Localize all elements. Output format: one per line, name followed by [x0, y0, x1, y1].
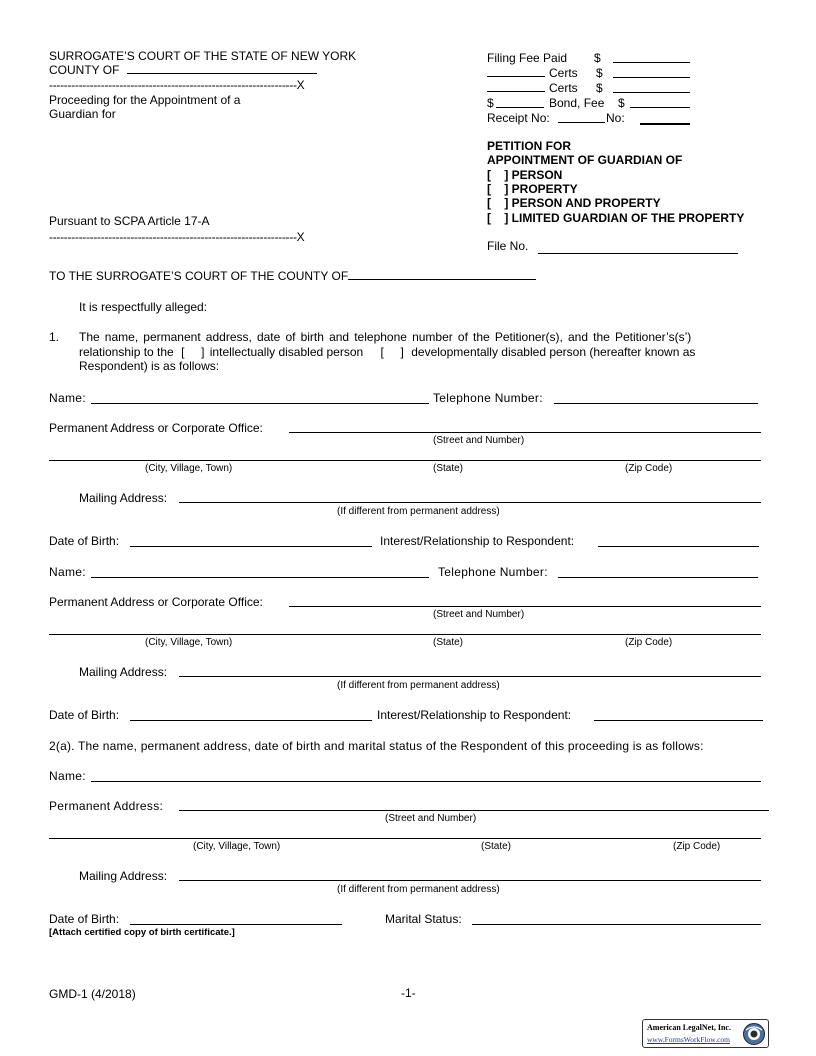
developmentally-disabled-checkbox[interactable]: [ ]: [380, 345, 404, 359]
petitioner1-name-field[interactable]: [91, 403, 429, 404]
petitioner2-dob-label: Date of Birth:: [49, 708, 120, 722]
petitioner2-telephone-field[interactable]: [558, 577, 758, 578]
petitioner1-interest-label: Interest/Relationship to Respondent:: [380, 534, 575, 548]
respondent-zip-caption: (Zip Code): [673, 841, 721, 852]
para-2a: 2(a). The name, permanent address, date of birth and marital status of the Respondent of this proceeding is as follows:: [49, 739, 704, 753]
option-property-checkbox[interactable]: [ ]: [487, 182, 509, 196]
certs-amount-field-1[interactable]: [613, 77, 690, 78]
para-1-line-2: [79, 345, 769, 359]
respondent-name-field[interactable]: [91, 781, 761, 782]
attach-birth-certificate-note: [Attach certified copy of birth certificate.]: [49, 927, 235, 938]
petitioner1-city-state-zip-field[interactable]: [49, 460, 761, 461]
no-label: No:: [606, 111, 625, 125]
petitioner2-zip-caption: (Zip Code): [625, 637, 673, 648]
caption-divider-bottom: -------------------------------------------------------------------X: [49, 230, 305, 244]
no-field[interactable]: [640, 123, 690, 125]
respondent-perm-address-label: Permanent Address:: [49, 799, 164, 813]
bond-dollar: $: [487, 96, 494, 110]
respondent-name-label: Name:: [49, 769, 86, 783]
vendor-url[interactable]: www.FormsWorkFlow.com: [647, 1035, 731, 1044]
caption-divider-top: -------------------------------------------------------------------X: [49, 78, 305, 92]
petitioner2-perm-address-label: Permanent Address or Corporate Office:: [49, 595, 263, 609]
certs-dollar-1: $: [596, 66, 603, 80]
county-label: COUNTY OF: [49, 63, 120, 77]
para-1-line-3: Respondent) is as follows:: [79, 359, 220, 373]
respondent-mailing-label: Mailing Address:: [79, 869, 168, 883]
respondent-dob-label: Date of Birth:: [49, 912, 120, 926]
option-person-checkbox[interactable]: [ ]: [487, 168, 509, 182]
petitioner1-name-label: Name:: [49, 391, 86, 405]
filing-fee-label: Filing Fee Paid: [487, 51, 568, 65]
county-line: [49, 63, 317, 77]
respondent-state-caption: (State): [481, 841, 512, 852]
petitioner2-name-label: Name:: [49, 565, 86, 579]
petitioner1-perm-address-label: Permanent Address or Corporate Office:: [49, 421, 263, 435]
petition-title-1: PETITION FOR: [487, 139, 571, 153]
option-limited-label: LIMITED GUARDIAN OF THE PROPERTY: [511, 211, 745, 225]
vendor-name: American LegalNet, Inc.: [647, 1023, 731, 1032]
certs-dollar-2: $: [596, 81, 603, 95]
petitioner1-interest-field[interactable]: [598, 546, 759, 547]
certs-count-field-2[interactable]: [487, 91, 545, 92]
respondent-street-caption: (Street and Number): [385, 813, 477, 824]
proceeding-line-1: Proceeding for the Appointment of a: [49, 93, 241, 107]
proceeding-line-2: Guardian for: [49, 107, 116, 121]
petitioner1-street-field[interactable]: [289, 432, 761, 433]
page-number: -1-: [401, 986, 416, 1000]
petitioner1-state-caption: (State): [433, 463, 464, 474]
respondent-dob-field[interactable]: [130, 924, 342, 925]
petitioner1-city-caption: (City, Village, Town): [145, 463, 233, 474]
intellectually-disabled-label: intellectually disabled person: [209, 345, 364, 359]
petitioner1-dob-label: Date of Birth:: [49, 534, 120, 548]
option-person[interactable]: [487, 168, 562, 182]
petitioner1-street-caption: (Street and Number): [433, 435, 525, 446]
option-both-checkbox[interactable]: [ ]: [487, 196, 509, 210]
petitioner1-telephone-field[interactable]: [554, 403, 758, 404]
county-field[interactable]: [127, 63, 317, 74]
form-id: GMD-1 (4/2018): [49, 987, 136, 1001]
certs-count-field-1[interactable]: [487, 76, 545, 77]
respondent-mailing-field[interactable]: [179, 880, 761, 881]
certs-amount-field-2[interactable]: [613, 92, 690, 93]
petitioner2-mailing-label: Mailing Address:: [79, 665, 168, 679]
option-person-label: PERSON: [511, 168, 563, 182]
petitioner2-interest-field[interactable]: [594, 720, 763, 721]
to-court-line: [49, 269, 536, 283]
petitioner1-mailing-label: Mailing Address:: [79, 491, 168, 505]
option-person-and-property[interactable]: [487, 196, 661, 210]
petitioner2-street-field[interactable]: [289, 606, 761, 607]
respondent-city-state-zip-field[interactable]: [49, 838, 761, 839]
globe-icon: [742, 1022, 766, 1046]
petitioner2-state-caption: (State): [433, 637, 464, 648]
bond-fee-label: Bond, Fee: [549, 96, 605, 110]
petitioner2-mailing-field[interactable]: [179, 676, 761, 677]
petitioner2-mailing-caption: (If different from permanent address): [337, 680, 500, 691]
receipt-field[interactable]: [558, 122, 605, 123]
respectfully-alleged: It is respectfully alleged:: [79, 300, 208, 314]
respondent-mailing-caption: (If different from permanent address): [337, 884, 500, 895]
receipt-label: Receipt No:: [487, 111, 550, 125]
respondent-marital-field[interactable]: [472, 924, 761, 925]
petition-title-2: APPOINTMENT OF GUARDIAN OF: [487, 153, 683, 167]
filing-fee-dollar: $: [594, 51, 601, 65]
filing-fee-field[interactable]: [613, 62, 690, 63]
intellectually-disabled-checkbox[interactable]: [ ]: [181, 345, 205, 359]
vendor-logo[interactable]: [642, 1019, 769, 1048]
certs-label-2: Certs: [549, 81, 578, 95]
respondent-marital-label: Marital Status:: [385, 912, 462, 926]
pursuant-text: Pursuant to SCPA Article 17-A: [49, 214, 210, 228]
petitioner2-telephone-label: Telephone Number:: [438, 565, 548, 579]
para-1-number: 1.: [49, 330, 60, 344]
petitioner2-dob-field[interactable]: [130, 720, 372, 721]
option-both-label: PERSON AND PROPERTY: [511, 196, 661, 210]
court-name: SURROGATE’S COURT OF THE STATE OF NEW YORK: [49, 49, 357, 63]
petitioner2-name-field[interactable]: [91, 577, 429, 578]
bond-fee-field[interactable]: [630, 107, 690, 108]
file-no-label: File No.: [487, 239, 529, 253]
petitioner1-mailing-field[interactable]: [179, 502, 761, 503]
file-no-field[interactable]: [538, 253, 738, 254]
option-property-label: PROPERTY: [511, 182, 578, 196]
to-court-county-field[interactable]: [348, 269, 536, 280]
option-property[interactable]: [487, 182, 578, 196]
option-limited-checkbox[interactable]: [ ]: [487, 211, 509, 225]
para-1-relationship: relationship to the: [79, 345, 174, 359]
petitioner1-mailing-caption: (If different from permanent address): [337, 506, 500, 517]
petitioner1-telephone-label: Telephone Number:: [433, 391, 543, 405]
petitioner2-city-state-zip-field[interactable]: [49, 634, 761, 635]
to-court-text: TO THE SURROGATE’S COURT OF THE COUNTY OF: [49, 269, 349, 283]
petitioner1-dob-field[interactable]: [130, 546, 372, 547]
bond-fee-dollar: $: [618, 96, 625, 110]
option-limited-guardian[interactable]: [487, 211, 744, 225]
petitioner2-street-caption: (Street and Number): [433, 609, 525, 620]
respondent-city-caption: (City, Village, Town): [193, 841, 281, 852]
petitioner2-city-caption: (City, Village, Town): [145, 637, 233, 648]
respondent-street-field[interactable]: [179, 810, 769, 811]
bond-amount-field[interactable]: [496, 107, 544, 108]
para-1-line-1: The name, permanent address, date of birth and telephone number of the Petitioner(s), and the Petitioner’s(s’): [79, 330, 692, 344]
developmentally-disabled-label: developmentally disabled person (hereafter known as: [411, 345, 696, 359]
petitioner1-zip-caption: (Zip Code): [625, 463, 673, 474]
certs-label-1: Certs: [549, 66, 578, 80]
petitioner2-interest-label: Interest/Relationship to Respondent:: [377, 708, 572, 722]
